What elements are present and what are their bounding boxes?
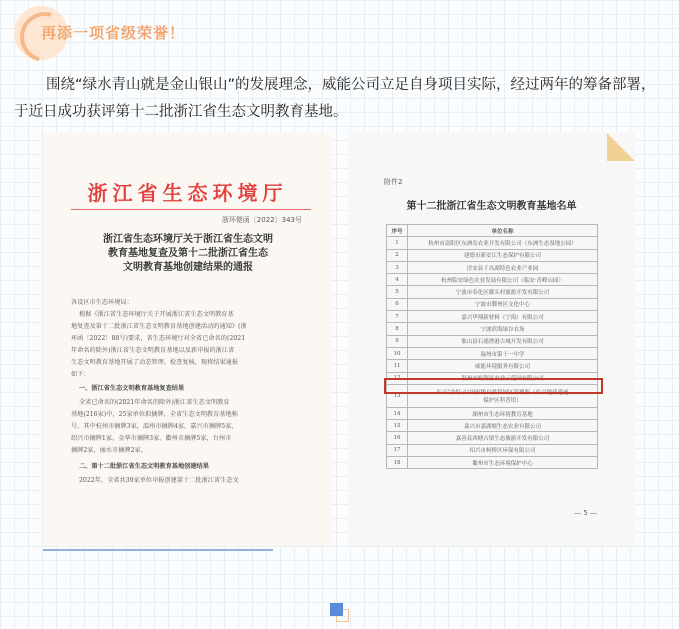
table-row	[387, 420, 598, 432]
row-number: 12	[387, 372, 408, 384]
column-header-number: 序号	[387, 225, 408, 237]
row-unit-name: 温州市第十一中学	[408, 347, 598, 359]
red-divider	[71, 209, 311, 210]
row-unit-name: 象山县石浦渔港古城开发有限公司	[408, 335, 598, 347]
body-line: 如下：	[71, 371, 90, 378]
body-line: 绍兴市摘牌1家，金华市摘牌3家，衢州市摘牌5家，台州市	[71, 435, 232, 442]
row-unit-name: 威能环境服务有限公司	[408, 360, 598, 372]
table-row	[387, 261, 598, 273]
notice-heading-line: 文明教育基地创建结果的通报	[123, 262, 253, 273]
row-unit-name: 嘉兴市嘉湖塘生态农业有限公司	[408, 420, 598, 432]
body-line: 生态文明教育基地开展了动态管理、检查复核，现将结果通报	[71, 359, 239, 366]
row-unit-name: 温州市瓯海区农业示范园有限公司	[408, 372, 598, 384]
table-row	[387, 347, 598, 359]
row-unit-name-line: 保护区科普馆）	[483, 397, 522, 404]
row-unit-name: 衢州市生态环境保护中心	[408, 457, 598, 469]
row-unit-name: 淳安县千岛湖特色农业产业园	[408, 261, 598, 273]
table-row	[387, 237, 598, 249]
table-row	[387, 407, 598, 419]
row-unit-name: 嘉善县西塘古镇生态旅游开发有限公司	[408, 432, 598, 444]
body-line: 地复查及第十二批浙江省生态文明教育基地创建活动的通知》(浙	[71, 323, 247, 330]
body-line: 2022年，全省共39家单位申报创建第十二批浙江省生态文	[79, 477, 239, 484]
list-document-image	[348, 133, 635, 546]
row-unit-name: 宁波市奉化区滕头村旅游开发有限公司	[408, 286, 598, 298]
annex-label: 附件2	[384, 178, 403, 186]
row-unit-name: 嘉兴华翔新材料（宁海）有限公司	[408, 311, 598, 323]
base-list-table	[386, 224, 598, 469]
row-number: 2	[387, 249, 408, 261]
row-unit-name: 宁波滨海绿谷农场	[408, 323, 598, 335]
row-number: 5	[387, 286, 408, 298]
row-number: 3	[387, 261, 408, 273]
org-title: 浙江省生态环境厅	[87, 181, 288, 205]
body-subheading: 二、第十二批浙江省生态文明教育基地创建结果	[79, 463, 209, 470]
body-line: 基地(216家)中，25家单位拟摘牌，全省生态文明教育基地称	[71, 411, 238, 418]
image-underline	[43, 549, 273, 551]
row-number: 8	[387, 323, 408, 335]
row-number: 13	[387, 384, 408, 407]
decorative-square	[330, 603, 343, 616]
row-unit-name: 湖州市生态环境教育基地	[408, 407, 598, 419]
row-unit-name: 建德市新安江生态保护有限公司	[408, 249, 598, 261]
row-number: 10	[387, 347, 408, 359]
table-row	[387, 311, 598, 323]
body-subheading: 一、浙江省生态文明教育基地复查结果	[79, 385, 185, 392]
list-title: 第十二批浙江省生态文明教育基地名单	[406, 201, 577, 212]
row-unit-name: 杭州市富阳区东洲岛农业开发有限公司（东洲生态湿地公园）	[408, 237, 598, 249]
notice-document-image	[43, 133, 332, 546]
row-number: 17	[387, 444, 408, 456]
row-number: 15	[387, 420, 408, 432]
table-row	[387, 286, 598, 298]
table-row	[387, 444, 598, 456]
row-number: 11	[387, 360, 408, 372]
body-line: 摘牌2家，丽水市摘牌2家。	[71, 447, 147, 454]
page-number: — 5 —	[574, 509, 597, 517]
row-number: 18	[387, 457, 408, 469]
table-row	[387, 249, 598, 261]
body-line: 根据《浙江省生态环境厅关于开展浙江省生态文明教育基	[79, 311, 234, 318]
notice-heading-line: 浙江省生态环境厅关于浙江省生态文明	[103, 234, 273, 245]
table-row	[387, 274, 598, 286]
body-line: 环函〔2022〕88号)要求，省生态环境厅对全省已命名的(2021	[71, 335, 246, 342]
body-line: 年命名的除外)浙江省生态文明教育基地以及新申报的浙江省	[71, 347, 235, 354]
row-number: 1	[387, 237, 408, 249]
table-row	[387, 323, 598, 335]
column-header-name: 单位名称	[408, 225, 598, 237]
table-row	[387, 457, 598, 469]
body-line: 各设区市生态环境局：	[71, 299, 133, 306]
row-number: 14	[387, 407, 408, 419]
page-corner-fold	[607, 133, 635, 161]
intro-paragraph: 围绕“绿水青山就是金山银山”的发展理念，威能公司立足自身项目实际，经过两年的筹备部署，于近日成功获评第十二批浙江省生态文明教育基地。	[14, 77, 656, 120]
row-number: 4	[387, 274, 408, 286]
row-number: 7	[387, 311, 408, 323]
table-row	[387, 298, 598, 310]
row-unit-name: 宁波市鄞州区文化中心	[408, 298, 598, 310]
notice-heading	[63, 233, 313, 275]
doc-number: 浙环便函〔2022〕343号	[221, 216, 302, 224]
row-unit-name: 杭州临安绿色农业发展有限公司（临安·青峰山园）	[408, 274, 598, 286]
notice-heading-line: 教育基地复查及第十二批浙江省生态	[108, 248, 268, 259]
row-unit-name: 绍兴市柯桥区环保有限公司	[408, 444, 598, 456]
body-line: 全省已命名的(2021年命名的除外)浙江省生态文明教育	[79, 399, 230, 406]
section-title: 再添一项省级荣誉！	[41, 24, 186, 42]
row-number: 9	[387, 335, 408, 347]
row-number: 16	[387, 432, 408, 444]
table-row	[387, 432, 598, 444]
table-row	[387, 360, 598, 372]
row-unit-name-line: 长兴“金钉子”国家级自然保护区管理所（长兴地质遗迹	[436, 389, 569, 396]
section-heading	[14, 6, 254, 62]
row-number: 6	[387, 298, 408, 310]
table-header-row	[387, 225, 598, 237]
body-line: 号。其中杭州市摘牌3家，温州市摘牌4家，嘉兴市摘牌5家，	[71, 423, 238, 430]
table-row	[387, 335, 598, 347]
highlight-box	[384, 378, 603, 394]
